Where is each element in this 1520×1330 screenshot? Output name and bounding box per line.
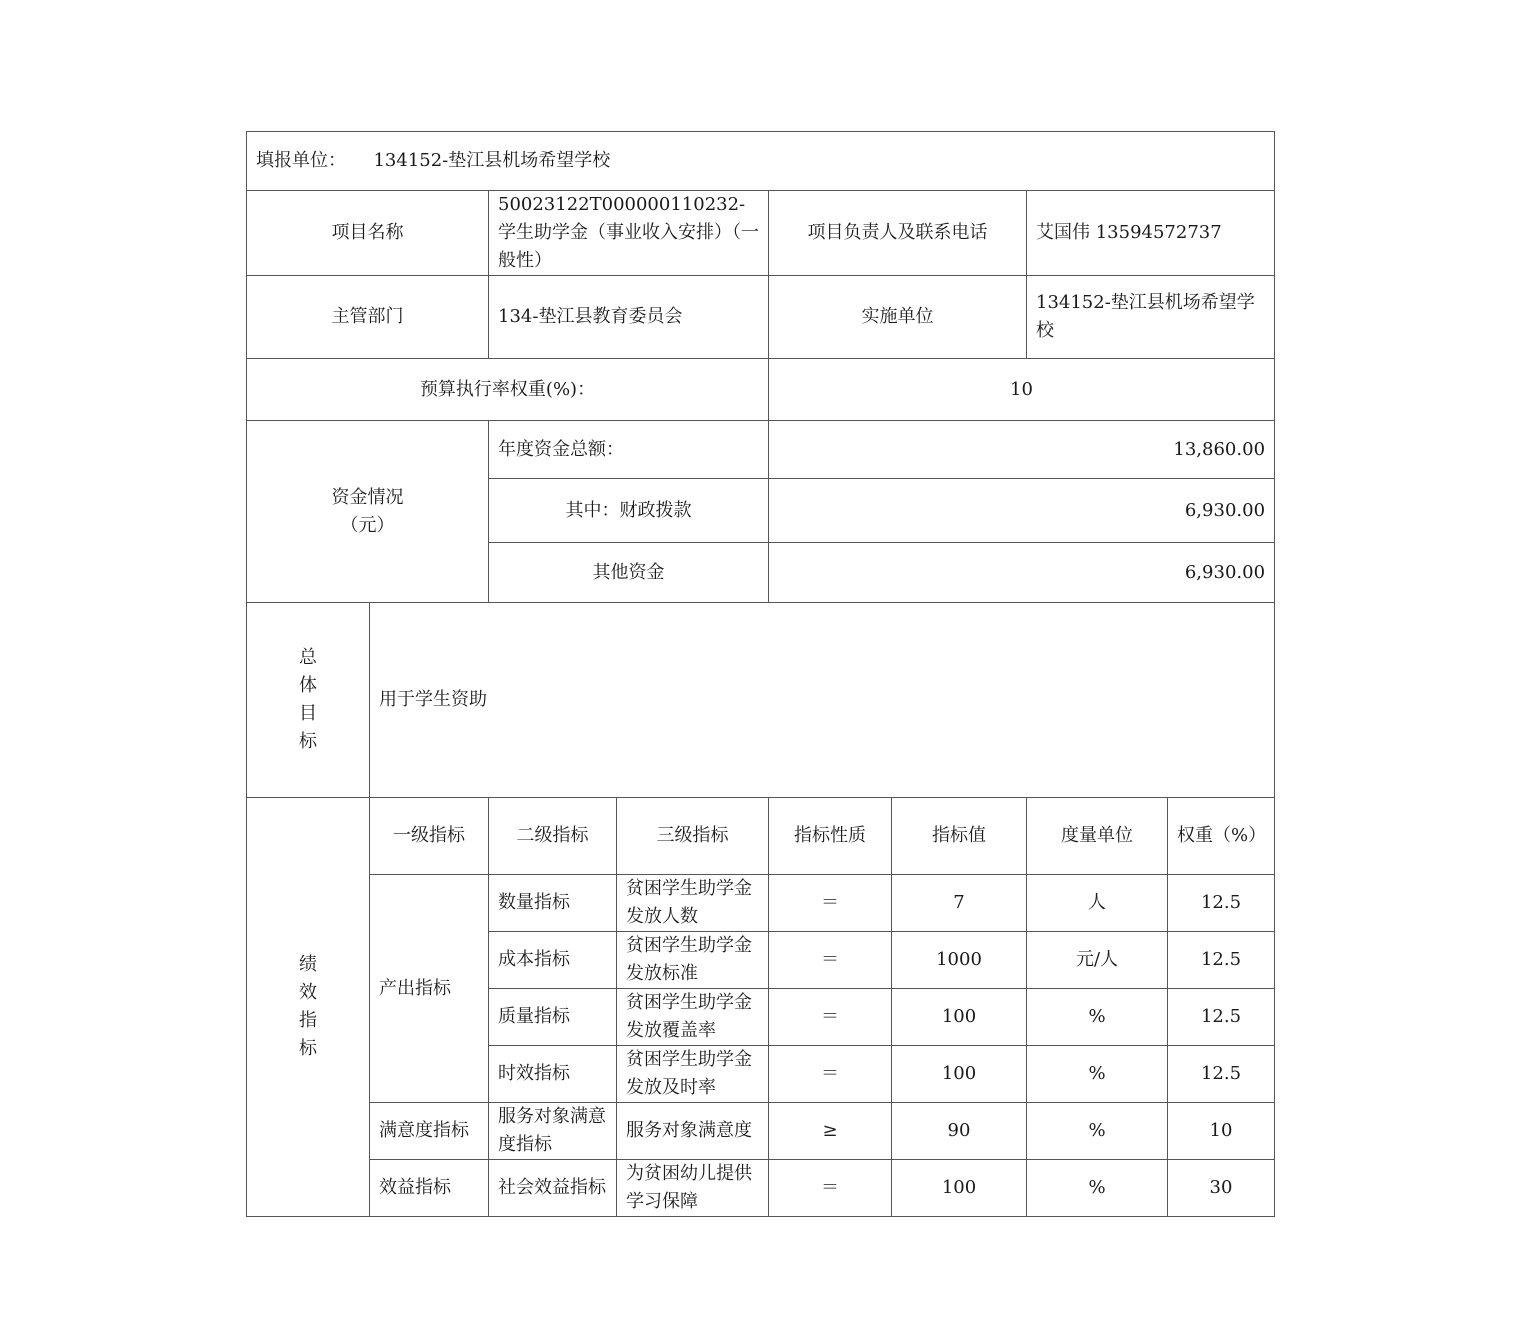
weight-cell: 12.5 xyxy=(1168,875,1275,932)
project-name-row xyxy=(247,191,1275,276)
header-level3: 三级指标 xyxy=(617,798,769,875)
budget-rate-row xyxy=(247,359,1275,421)
dept-row xyxy=(247,276,1275,359)
value-cell: 100 xyxy=(892,1160,1027,1217)
level3-cell: 贫困学生助学金发放覆盖率 xyxy=(617,989,769,1046)
level3-cell: 贫困学生助学金发放标准 xyxy=(617,932,769,989)
header-weight: 权重（%） xyxy=(1168,798,1275,875)
level3-cell: 贫困学生助学金发放人数 xyxy=(617,875,769,932)
unit-row xyxy=(247,132,1275,191)
nature-cell: ＝ xyxy=(769,875,892,932)
funds-other-value: 6,930.00 xyxy=(769,543,1275,603)
unit-cell: % xyxy=(1027,989,1168,1046)
budget-rate-label: 预算执行率权重(%)： xyxy=(247,359,769,421)
table-row xyxy=(247,1160,1275,1217)
funds-total-value: 13,860.00 xyxy=(769,421,1275,479)
group-benefit: 效益指标 xyxy=(370,1160,489,1217)
indicators-label: 绩效指标 xyxy=(247,798,370,1217)
funds-other-label: 其他资金 xyxy=(489,543,769,603)
project-name-label: 项目名称 xyxy=(247,191,489,276)
header-level1: 一级指标 xyxy=(370,798,489,875)
level2-cell: 时效指标 xyxy=(489,1046,617,1103)
unit-value: 134152-垫江县机场希望学校 xyxy=(373,150,611,171)
level3-cell: 为贫困幼儿提供学习保障 xyxy=(617,1160,769,1217)
weight-cell: 30 xyxy=(1168,1160,1275,1217)
level2-cell: 质量指标 xyxy=(489,989,617,1046)
header-level2: 二级指标 xyxy=(489,798,617,875)
contact-label: 项目负责人及联系电话 xyxy=(769,191,1027,276)
nature-cell: ＝ xyxy=(769,989,892,1046)
goal-value: 用于学生资助 xyxy=(370,603,1275,798)
level3-cell: 服务对象满意度 xyxy=(617,1103,769,1160)
header-unit: 度量单位 xyxy=(1027,798,1168,875)
goal-label: 总体目标 xyxy=(247,603,370,798)
unit-cell: 人 xyxy=(1027,875,1168,932)
table-row xyxy=(247,875,1275,932)
impl-value: 134152-垫江县机场希望学校 xyxy=(1027,276,1275,359)
header-value: 指标值 xyxy=(892,798,1027,875)
performance-target-table xyxy=(246,131,1275,1217)
indicator-header-row xyxy=(247,798,1275,875)
dept-label: 主管部门 xyxy=(247,276,489,359)
value-cell: 90 xyxy=(892,1103,1027,1160)
funds-fiscal-value: 6,930.00 xyxy=(769,479,1275,543)
budget-rate-value: 10 xyxy=(769,359,1275,421)
weight-cell: 12.5 xyxy=(1168,932,1275,989)
value-cell: 100 xyxy=(892,1046,1027,1103)
table-row xyxy=(247,1103,1275,1160)
nature-cell: ≥ xyxy=(769,1103,892,1160)
nature-cell: ＝ xyxy=(769,932,892,989)
nature-cell: ＝ xyxy=(769,1160,892,1217)
impl-label: 实施单位 xyxy=(769,276,1027,359)
unit-cell xyxy=(247,132,1275,191)
value-cell: 100 xyxy=(892,989,1027,1046)
project-name-value: 50023122T000000110232-学生助学金（事业收入安排）（一般性） xyxy=(489,191,769,276)
unit-cell: % xyxy=(1027,1160,1168,1217)
group-satisfaction: 满意度指标 xyxy=(370,1103,489,1160)
value-cell: 7 xyxy=(892,875,1027,932)
level2-cell: 成本指标 xyxy=(489,932,617,989)
funds-total-row xyxy=(247,421,1275,479)
dept-value: 134-垫江县教育委员会 xyxy=(489,276,769,359)
funds-total-label: 年度资金总额： xyxy=(489,421,769,479)
level2-cell: 社会效益指标 xyxy=(489,1160,617,1217)
weight-cell: 12.5 xyxy=(1168,1046,1275,1103)
contact-value: 艾国伟 13594572737 xyxy=(1027,191,1275,276)
goal-row xyxy=(247,603,1275,798)
level2-cell: 数量指标 xyxy=(489,875,617,932)
level3-cell: 贫困学生助学金发放及时率 xyxy=(617,1046,769,1103)
group-output: 产出指标 xyxy=(370,875,489,1103)
weight-cell: 10 xyxy=(1168,1103,1275,1160)
value-cell: 1000 xyxy=(892,932,1027,989)
level2-cell: 服务对象满意度指标 xyxy=(489,1103,617,1160)
unit-cell: 元/人 xyxy=(1027,932,1168,989)
funds-label: 资金情况（元） xyxy=(247,421,489,603)
nature-cell: ＝ xyxy=(769,1046,892,1103)
unit-cell: % xyxy=(1027,1046,1168,1103)
funds-fiscal-label: 其中：财政拨款 xyxy=(489,479,769,543)
header-nature: 指标性质 xyxy=(769,798,892,875)
unit-label: 填报单位： xyxy=(256,150,346,171)
unit-cell: % xyxy=(1027,1103,1168,1160)
weight-cell: 12.5 xyxy=(1168,989,1275,1046)
